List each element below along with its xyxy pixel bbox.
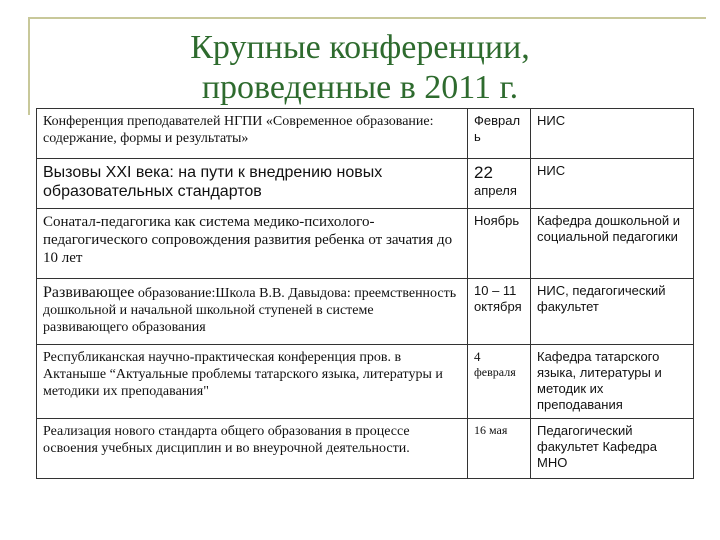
conference-date: 16 мая <box>468 419 531 479</box>
conference-organizer: Кафедра дошкольной и социальной педагогики <box>531 209 694 279</box>
table-row <box>37 419 694 479</box>
page-title <box>40 28 680 108</box>
name-rest: образование:Школа В.В. Давыдова: преемственность дошкольной и начальной школьной ступеней в системе развивающего образования <box>43 286 457 335</box>
table-row <box>37 345 694 419</box>
date-month: февраля <box>474 365 516 379</box>
conference-organizer: НИС <box>531 159 694 209</box>
conference-date: Феврал ь <box>468 109 531 159</box>
conference-name: Конференция преподавателей НГПИ «Современное образование: содержание, формы и результаты» <box>37 109 468 159</box>
conference-organizer: НИС, педагогический факультет <box>531 279 694 345</box>
title-line-2: проведенные в 2011 г. <box>201 69 519 106</box>
conference-date <box>468 345 531 419</box>
title-line-1: Крупные конференции, <box>190 29 530 66</box>
table-row <box>37 159 694 209</box>
conference-organizer: Педагогический факультет Кафедра МНО <box>531 419 694 479</box>
conference-name: Вызовы XXI века: на пути к внедрению новых образовательных стандартов <box>37 159 468 209</box>
conference-name: Реализация нового стандарта общего образования в процессе освоения учебных дисциплин и во внеурочной деятельности. <box>37 419 468 479</box>
date-day: 4 <box>474 349 481 364</box>
conferences-table <box>36 108 694 479</box>
table-row <box>37 109 694 159</box>
conference-organizer: Кафедра татарского языка, литературы и методик их преподавания <box>531 345 694 419</box>
conference-date: Ноябрь <box>468 209 531 279</box>
conference-date <box>468 159 531 209</box>
conference-name <box>37 279 468 345</box>
conference-organizer: НИС <box>531 109 694 159</box>
name-lead-word: Развивающее <box>43 284 135 301</box>
frame-top-line <box>28 17 706 19</box>
frame-left-line <box>28 17 30 115</box>
conference-name: Сонатал-педагогика как система медико-психолого-педагогического сопровождения развития ребенка от зачатия до 10 лет <box>37 209 468 279</box>
table-row <box>37 209 694 279</box>
date-day: 22 <box>474 163 493 182</box>
table-row <box>37 279 694 345</box>
conference-date: 10 – 11 октября <box>468 279 531 345</box>
conference-name: Республиканская научно-практическая конференция пров. в Актаныше “Актуальные проблемы татарского языка, литературы и методики их преподавания" <box>37 345 468 419</box>
date-month: апреля <box>474 183 517 198</box>
